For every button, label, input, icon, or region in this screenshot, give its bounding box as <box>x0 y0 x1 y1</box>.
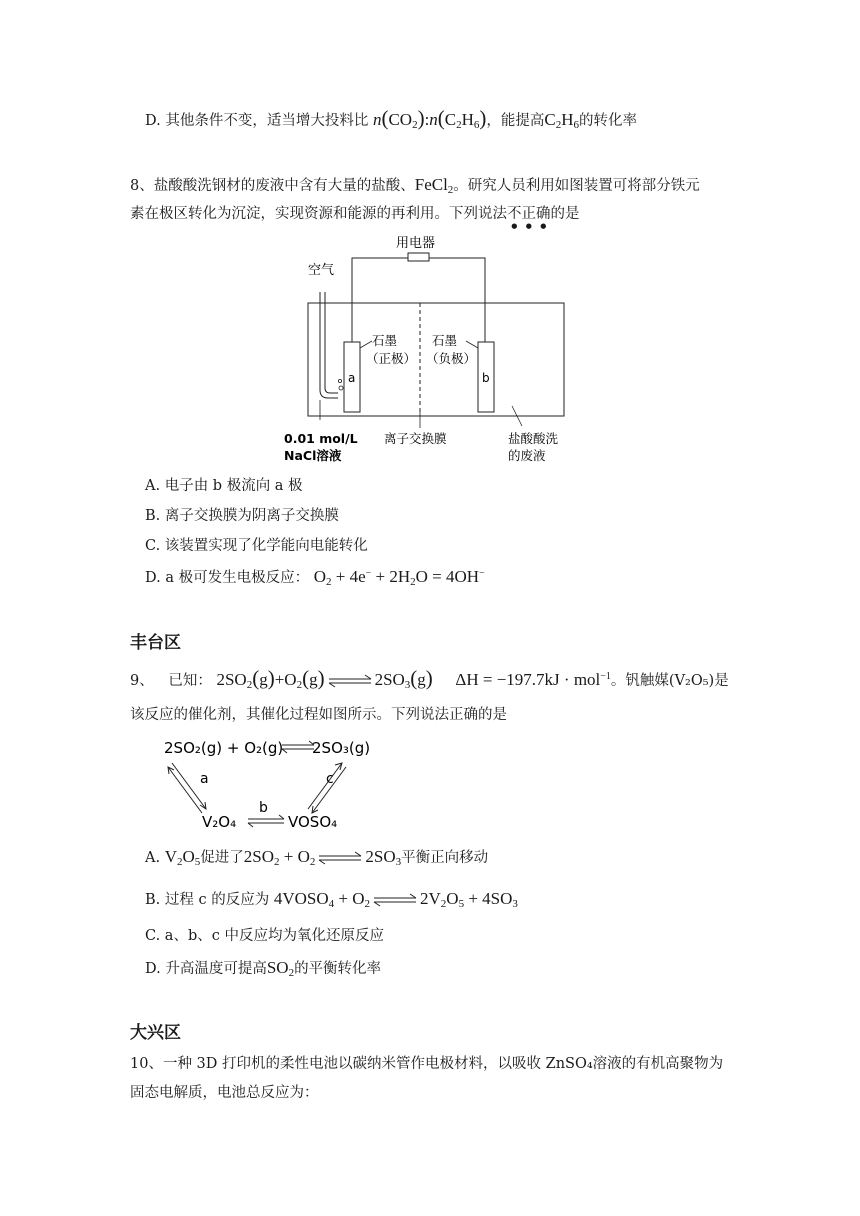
air-bubble <box>338 379 341 382</box>
q9-stem-line1 <box>130 668 729 691</box>
equilibrium-arrow-icon <box>317 851 363 865</box>
q8-option-b[interactable]: B. 离子交换膜为阴离子交换膜 <box>145 508 339 524</box>
q8-emphasis-not-correct: 不正确 <box>507 206 551 222</box>
so2-formula: $SO_2$ <box>266 958 295 979</box>
q9-enthalpy-value: ΔH = −197.7kJ · mol <box>455 670 601 689</box>
q7-option-d-text-after: ，能提高 <box>486 113 545 129</box>
q9-option-d[interactable] <box>145 958 381 979</box>
left-electrode-label: 石墨 <box>372 333 398 348</box>
electrode-a-label: a <box>348 371 356 385</box>
q8-stem-line2-end: 的是 <box>550 206 580 222</box>
q8-stem-line2 <box>130 204 580 230</box>
electrode-b-label: b <box>482 371 490 385</box>
q8-stem-text-after: 。研究人员利用如图装置可将部分铁元 <box>453 178 700 194</box>
district-heading-fengtai: 丰台区 <box>130 633 181 653</box>
q8-option-a[interactable]: A. 电子由 b 极流向 a 极 <box>145 478 303 494</box>
right-label-leader <box>466 341 478 348</box>
q9-catalyst-text: 。钒触媒(V₂O₅)是 <box>610 673 729 689</box>
cycle-label-b: b <box>259 800 268 816</box>
left-solution-concentration: 0.01 mol/L <box>284 431 358 446</box>
air-label: 空气 <box>308 263 335 278</box>
q9-catalytic-cycle-diagram <box>160 735 390 835</box>
q9-option-a-text-after: 平衡正向移动 <box>401 850 489 866</box>
membrane-label: 离子交换膜 <box>384 431 447 446</box>
q8-stem-text: 盐酸酸洗钢材的废液中含有大量的盐酸、 <box>153 178 415 194</box>
q7-option-d <box>145 108 637 131</box>
v2o5-formula: $V_2O_5$ <box>164 847 201 868</box>
q9-option-a-text: 促进了 <box>200 850 244 866</box>
cycle-arrow-b <box>248 815 284 827</box>
right-electrode-label: 石墨 <box>432 333 458 348</box>
q9-option-a[interactable] <box>145 847 488 868</box>
cycle-label-c: c <box>326 771 334 787</box>
q8-stem-line2-text: 素在极区转化为沉淀，实现资源和能源的再利用。下列说法 <box>130 206 507 222</box>
appliance-label: 用电器 <box>396 236 436 251</box>
cycle-product: 2SO₃(g) <box>312 739 371 757</box>
cycle-v2o4: V₂O₄ <box>202 813 237 831</box>
air-tube-outer <box>320 292 338 398</box>
right-solution-name: 盐酸酸洗 <box>508 431 559 446</box>
q9-stem-line2: 该反应的催化剂，其催化过程如图所示。下列说法正确的是 <box>130 707 507 723</box>
q9-known: 已知： <box>168 673 212 689</box>
q9-option-b-text: B. 过程 c 的反应为 <box>145 892 270 908</box>
q9-reaction-formula: $2SO_2(g)+O_2(g)$ $2SO_3(g)$ <box>216 666 433 691</box>
q7-ratio-formula: $n(CO_2):n(C_2H_6)$ <box>372 106 487 131</box>
appliance-symbol <box>408 253 429 261</box>
right-solution-name-2: 的废液 <box>508 448 546 463</box>
q7-option-d-text-end: 的转化率 <box>579 113 638 129</box>
q8-option-d-text: D. a 极可发生电极反应： <box>145 570 310 586</box>
q9-option-c[interactable]: C. a、b、c 中反应均为氧化还原反应 <box>145 928 384 944</box>
left-label-leader <box>360 341 372 348</box>
equilibrium-arrow-icon <box>327 674 373 688</box>
q8-option-c[interactable]: C. 该装置实现了化学能向电能转化 <box>145 538 368 554</box>
q9-enthalpy: ΔH = −197.7kJ · mol$^{-1}$ <box>455 670 611 689</box>
q10-stem-line1: 10、一种 3D 打印机的柔性电池以碳纳米管作电极材料，以吸收 ZnSO₄溶液的有机高聚物为 <box>130 1056 724 1072</box>
q9-option-b-reaction: $4VOSO_4 + O_2$ $2V_2O_5 + 4SO_3$ <box>273 889 518 910</box>
cycle-reactants: 2SO₂(g) + O₂(g) <box>164 739 284 757</box>
q9-option-d-text: D. 升高温度可提高 <box>145 961 267 977</box>
air-bubble <box>339 386 343 390</box>
q7-option-d-label: D. <box>145 113 161 129</box>
q7-ethane-formula: $C_2H_6$ <box>544 110 580 131</box>
q8-stem-line1 <box>130 175 700 196</box>
q9-option-d-text-after: 的平衡转化率 <box>294 961 382 977</box>
air-tube-inner <box>325 292 338 393</box>
equilibrium-arrow-icon <box>372 893 418 907</box>
electrode-reaction-formula: $O_2 + 4e^- + 2H_2O = 4OH^-$ <box>313 567 485 588</box>
cycle-label-a: a <box>200 771 209 787</box>
q8-option-d[interactable] <box>145 567 485 588</box>
left-solution-name: NaCl溶液 <box>284 448 342 463</box>
district-heading-daxing: 大兴区 <box>130 1023 181 1043</box>
right-electrode-role: （负极） <box>426 351 477 366</box>
cycle-voso4: VOSO₄ <box>288 813 338 831</box>
q9-number: 9、 <box>130 673 154 689</box>
q9-option-a-reaction: $2SO_2 + O_2$ $2SO_3$ <box>243 847 402 868</box>
q9-option-a-label: A. <box>145 850 161 866</box>
q8-number: 8、 <box>130 178 154 194</box>
q7-option-d-text: 其他条件不变，适当增大投料比 <box>165 113 369 129</box>
cycle-top-equilibrium-arrow <box>282 741 314 753</box>
left-electrode-role: （正极） <box>366 351 417 366</box>
q8-cell-diagram <box>280 230 570 470</box>
fecl2-formula: FeCl$_2$ <box>414 175 454 196</box>
q10-stem-line2: 固态电解质，电池总反应为： <box>130 1085 319 1101</box>
q9-option-b[interactable] <box>145 889 518 910</box>
